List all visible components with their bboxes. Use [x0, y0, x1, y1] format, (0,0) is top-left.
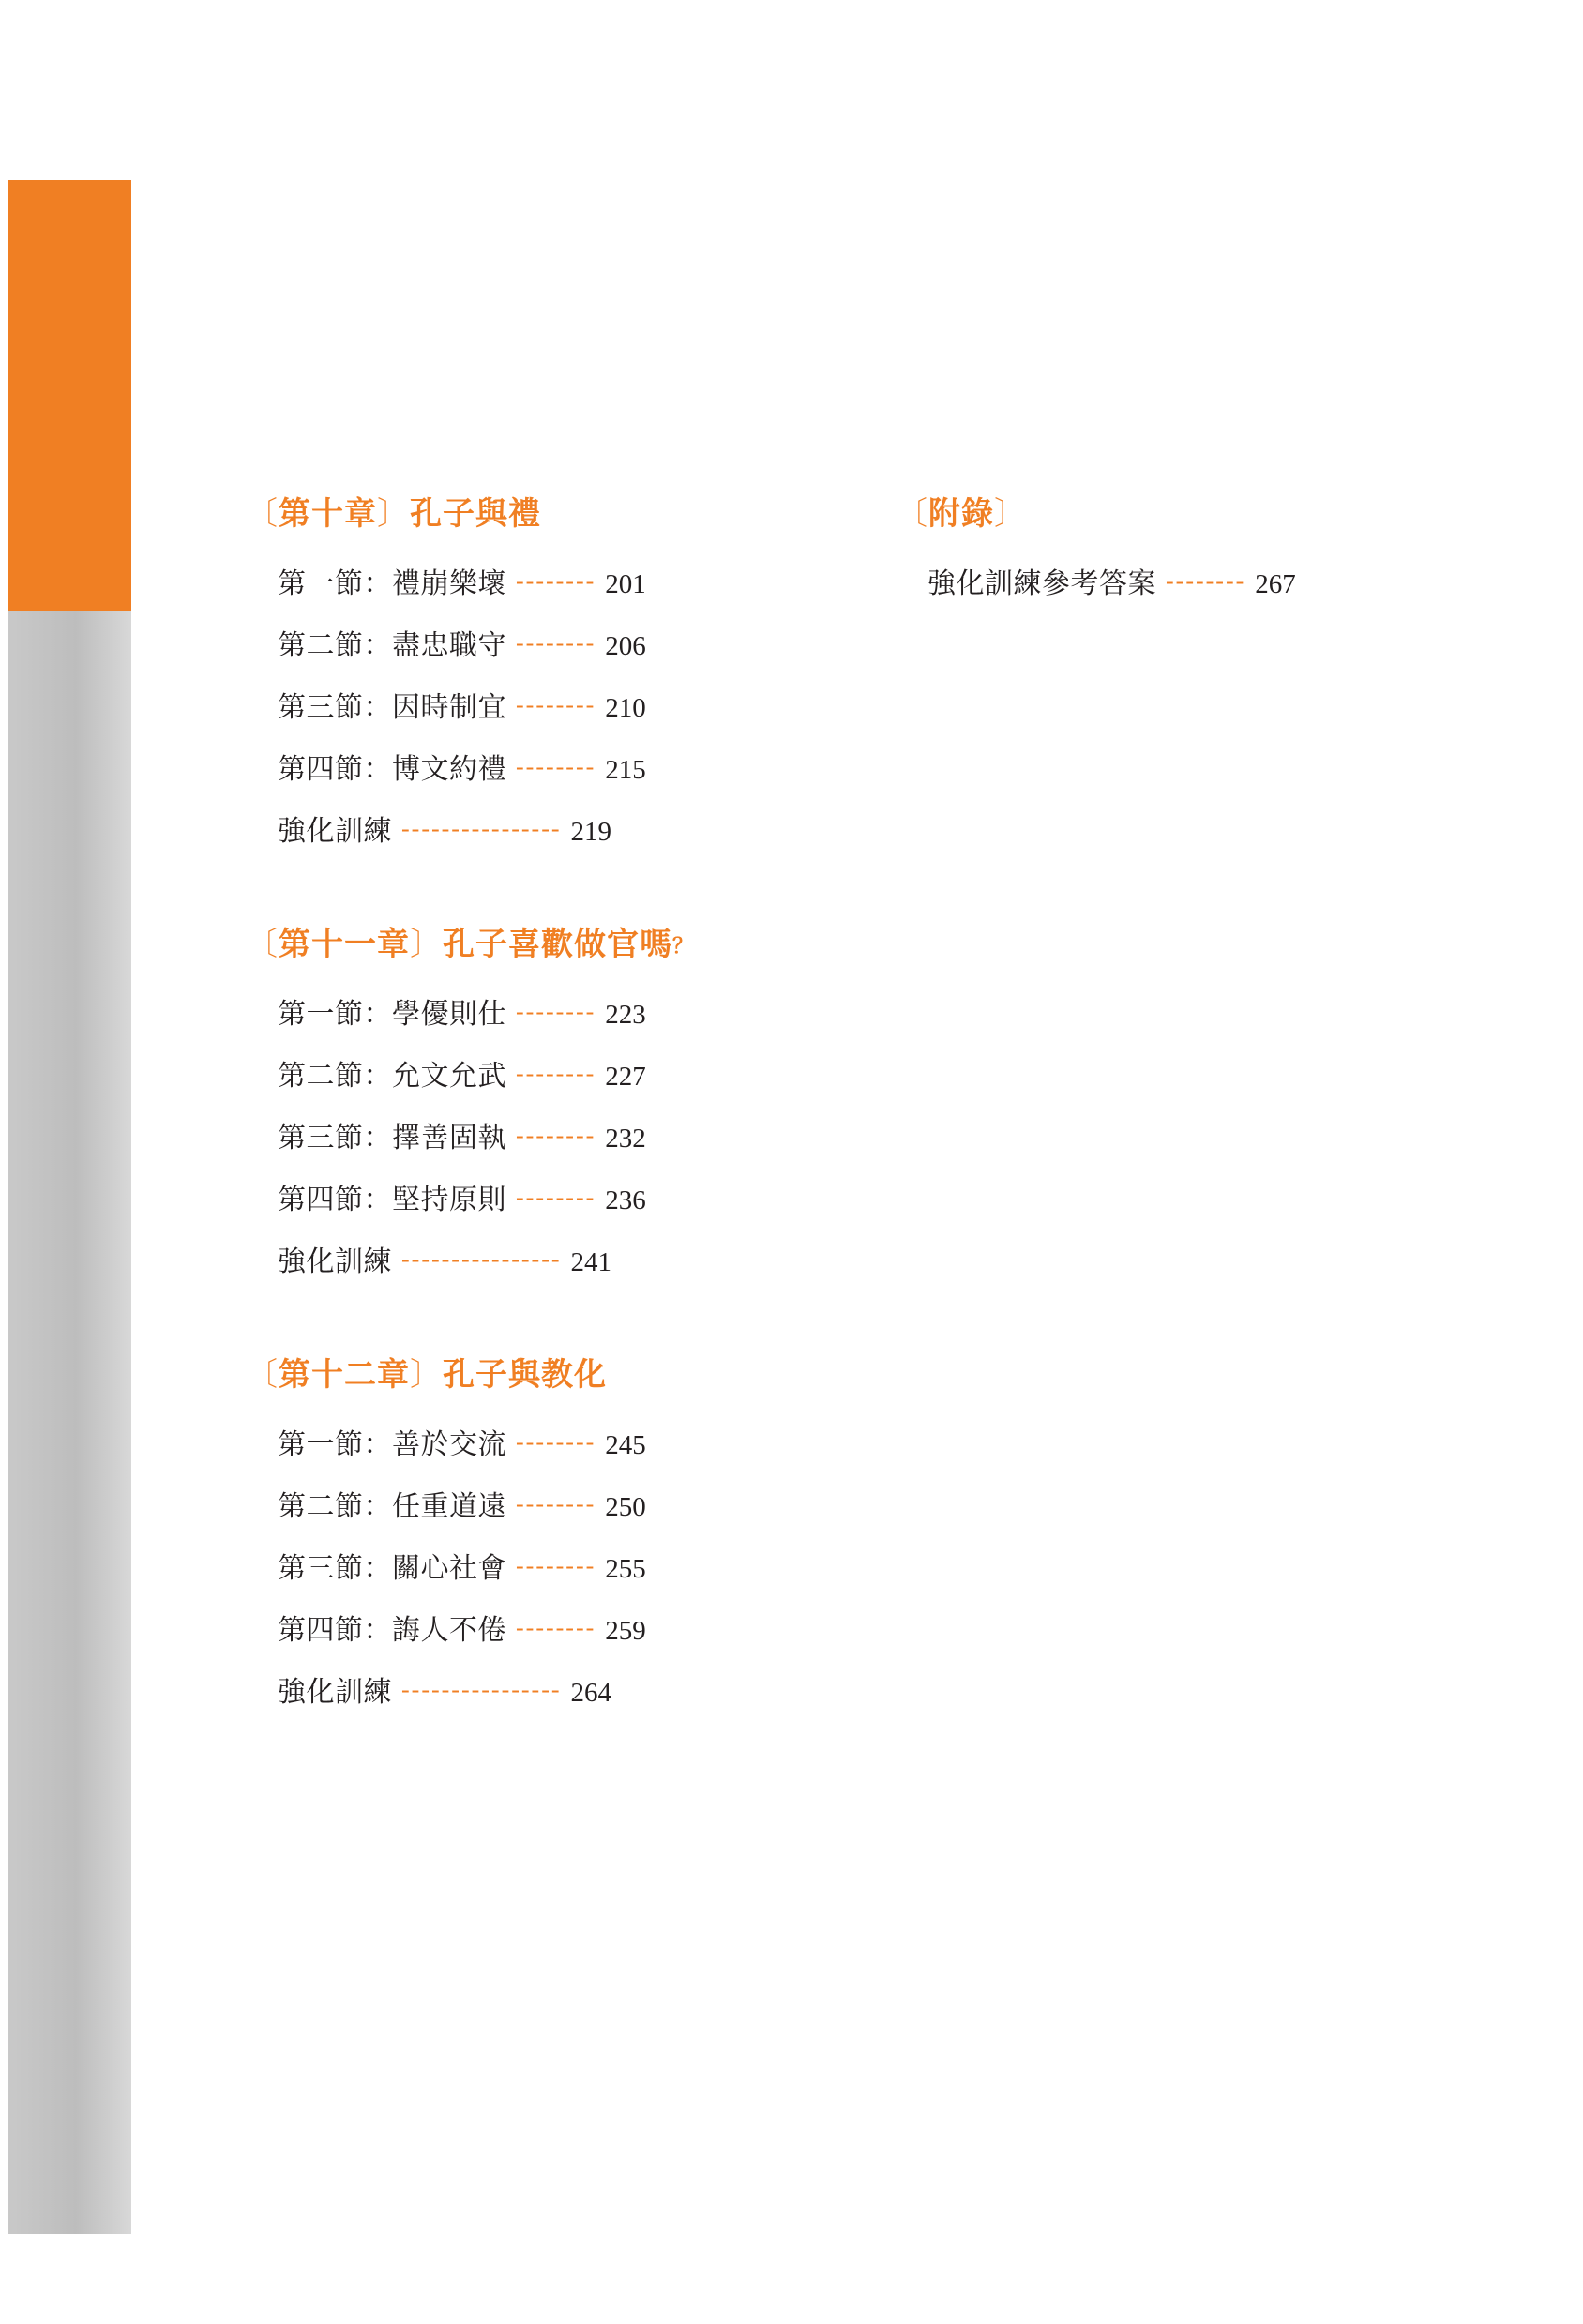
toc-page-number: 250 [605, 1492, 646, 1522]
chapter-name: 孔子喜歡做官嗎 [443, 926, 672, 963]
toc-page-number: 264 [570, 1678, 612, 1708]
bracket-open: 〔 [896, 495, 928, 533]
toc-page-number: 210 [605, 693, 646, 723]
chapter-title [246, 488, 846, 534]
bracket-close: 〕 [377, 495, 410, 533]
toc-leader: -------- [516, 1614, 596, 1641]
toc-leader: -------- [516, 1184, 596, 1211]
toc-page-number: 259 [605, 1616, 646, 1646]
toc-entry-label: 第三節：擇善固執 [278, 1123, 506, 1154]
toc-entry[interactable] [278, 1483, 846, 1524]
toc-left-column [246, 488, 846, 1779]
toc-page-number: 255 [605, 1554, 646, 1584]
toc-leader: ---------------- [401, 815, 562, 842]
toc-entry[interactable] [278, 990, 846, 1032]
toc-entry-label: 第四節：堅持原則 [278, 1185, 506, 1215]
chapter-block [246, 918, 846, 1279]
toc-page-number: 227 [605, 1062, 646, 1092]
toc-leader: -------- [516, 753, 596, 780]
bracket-close: 〕 [410, 1356, 443, 1394]
chapter-block [246, 488, 846, 849]
toc-page-number: 201 [605, 569, 646, 599]
chapter-name: 孔子與禮 [410, 495, 541, 533]
appendix-label: 附錄 [928, 495, 994, 533]
toc-leader: -------- [516, 1060, 596, 1087]
toc-leader: -------- [516, 567, 596, 595]
toc-entry[interactable] [278, 1114, 846, 1155]
question-mark: ？ [672, 935, 695, 958]
chapter-number: 第十一章 [279, 926, 410, 963]
toc-leader: -------- [1166, 567, 1246, 595]
toc-page-number: 215 [605, 755, 646, 785]
decorative-gray-bar [8, 611, 131, 2234]
bracket-open: 〔 [246, 1356, 279, 1394]
chapter-number: 第十二章 [279, 1356, 410, 1394]
toc-entry[interactable] [278, 1421, 846, 1462]
toc-page-number: 236 [605, 1185, 646, 1215]
toc-entry-label: 第四節：博文約禮 [278, 754, 506, 785]
toc-entry[interactable] [278, 622, 846, 663]
decorative-orange-bar [8, 180, 131, 611]
toc-leader: -------- [516, 629, 596, 656]
chapter-title [246, 918, 846, 964]
chapter-title [246, 1349, 846, 1395]
toc-entry-label: 第一節：禮崩樂壞 [278, 568, 506, 599]
toc-right-column [896, 488, 1496, 671]
toc-page-number: 241 [570, 1247, 612, 1277]
bracket-open: 〔 [246, 926, 279, 963]
bracket-open: 〔 [246, 495, 279, 533]
bracket-close: 〕 [410, 926, 443, 963]
toc-leader: -------- [516, 1490, 596, 1517]
chapter-block [246, 1349, 846, 1710]
toc-entry[interactable] [927, 560, 1496, 601]
toc-entry-label: 強化訓練 [278, 1246, 392, 1277]
toc-entry-label: 第三節：因時制宜 [278, 692, 506, 723]
toc-leader: -------- [516, 691, 596, 718]
toc-entry[interactable] [278, 746, 846, 787]
toc-page-number: 232 [605, 1124, 646, 1154]
toc-entry-label: 第二節：允文允武 [278, 1061, 506, 1092]
toc-leader: ---------------- [401, 1245, 562, 1273]
toc-entry-label: 第三節：關心社會 [278, 1553, 506, 1584]
chapter-number: 第十章 [279, 495, 377, 533]
toc-page-number: 267 [1255, 569, 1296, 599]
toc-entry-label: 第一節：學優則仕 [278, 999, 506, 1030]
toc-leader: -------- [516, 998, 596, 1025]
toc-entry[interactable] [278, 1668, 846, 1710]
toc-entry[interactable] [278, 560, 846, 601]
appendix-block [896, 488, 1496, 601]
toc-leader: ---------------- [401, 1676, 562, 1703]
appendix-title [896, 488, 1496, 534]
toc-page-number: 245 [605, 1430, 646, 1460]
toc-entry-label: 第一節：善於交流 [278, 1429, 506, 1460]
toc-leader: -------- [516, 1552, 596, 1579]
toc-leader: -------- [516, 1122, 596, 1149]
toc-entry-label: 強化訓練 [278, 1677, 392, 1708]
toc-entry[interactable] [278, 1238, 846, 1279]
toc-entry[interactable] [278, 807, 846, 849]
toc-entry[interactable] [278, 684, 846, 725]
toc-entry-label: 第四節：誨人不倦 [278, 1615, 506, 1646]
chapter-name: 孔子與教化 [443, 1356, 607, 1394]
toc-entry-label: 第二節：盡忠職守 [278, 630, 506, 661]
toc-leader: -------- [516, 1428, 596, 1456]
toc-page-number: 206 [605, 631, 646, 661]
toc-entry-label: 強化訓練參考答案 [927, 568, 1156, 599]
toc-entry[interactable] [278, 1607, 846, 1648]
bracket-close: 〕 [994, 495, 1027, 533]
toc-entry-label: 第二節：任重道遠 [278, 1491, 506, 1522]
toc-page-number: 219 [570, 817, 612, 847]
toc-entry[interactable] [278, 1545, 846, 1586]
toc-entry[interactable] [278, 1176, 846, 1217]
toc-entry-label: 強化訓練 [278, 816, 392, 847]
toc-entry[interactable] [278, 1052, 846, 1094]
toc-page-number: 223 [605, 1000, 646, 1030]
